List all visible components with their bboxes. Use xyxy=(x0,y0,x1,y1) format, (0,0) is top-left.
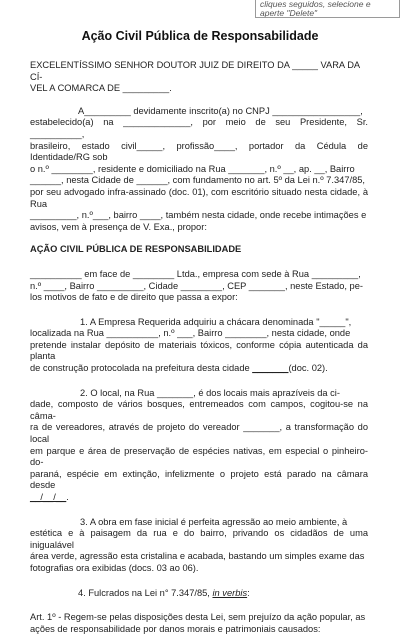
paragraph-1-text: (doc. 02). xyxy=(288,363,328,374)
paragraph-4-text: : xyxy=(247,587,250,598)
paragraph-1-line: 1. A Empresa Requerida adquiriu a chácara denominada "_____", xyxy=(80,316,352,327)
paragraph-2-line xyxy=(30,492,368,504)
document-title: Ação Civil Pública de Responsabilidade xyxy=(81,29,319,43)
document-body xyxy=(30,60,368,635)
party-qualification-line: estabelecido(a) na _____________, por meio de seu Presidente, Sr. __________, xyxy=(30,117,368,139)
hint-line-1: cliques seguidos, selecione e xyxy=(260,0,371,9)
paragraph-3-line: área verde, agressão esta cristalina e acabada, bastando um simples exame das xyxy=(30,551,365,562)
party-qualification-line: o n.º ________, residente e domiciliado na Rua _______, n.º __, ap. __, Bairro xyxy=(30,163,355,174)
article-1-line: ações de responsabilidade por danos morais e patrimoniais causados: xyxy=(30,623,321,634)
article-1-line: Art. 1º - Regem-se pelas disposições desta Lei, sem prejuízo da ação popular, as xyxy=(30,612,366,623)
paragraph-4-line xyxy=(30,588,368,600)
defendant-line: los motivos de fato e de direito que passa a expor: xyxy=(30,292,238,303)
paragraph-2-text: . xyxy=(66,492,69,502)
paragraph-1-line: pretende instalar depósito de materiais tóxicos, conforme cópia autenticada da planta xyxy=(30,339,368,362)
paragraph-3-line: fotografias ora exibidas (docs. 03 ao 06). xyxy=(30,562,199,573)
action-heading: AÇÃO CIVIL PÚBLICA DE RESPONSABILIDADE xyxy=(30,244,242,255)
hint-line-2: aperte "Delete" xyxy=(260,8,318,18)
in-verbis-text: in verbis xyxy=(212,587,248,598)
defendant-line: n.º ____, Bairro _________, Cidade ________, CEP _______, neste Estado, pe- xyxy=(30,280,363,291)
paragraph-1-blank: _______ xyxy=(252,363,289,374)
defendant-line: __________ em face de ________ Ltda., empresa com sede à Rua _________, xyxy=(30,268,361,279)
paragraph-4-text: 4. Fulcrados na Lei n° 7.347/85, xyxy=(78,587,213,598)
paragraph-2-line: paraná, espécie em extinção, infelizmente o projeto está parado na câmara desde xyxy=(30,468,368,491)
party-qualification-line: A_________ devidamente inscrito(a) no CNPJ _________________, xyxy=(78,105,363,116)
party-qualification-line: por seu advogado infra-assinado (doc. 01), com escritório situado nesta cidade, à Rua xyxy=(30,186,368,209)
paragraph-1-line: localizada na Rua __________, n.º ___, Bairro ________, nesta cidade, onde xyxy=(30,328,351,339)
paragraph-2-line: em parque e área de preservação de espécies nativas, em especial o pinheiro-do- xyxy=(30,445,368,468)
party-qualification-line: ______, nesta Cidade de ______, com fundamento no art. 5º da Lei n.º 7.347/85, xyxy=(30,175,366,186)
paragraph-2-line: 2. O local, na Rua _______, é dos locais mais aprazíveis da ci- xyxy=(80,387,340,398)
party-qualification-line: avisos, vem à presença de V. Exa., propor: xyxy=(30,221,207,232)
instruction-hint-box xyxy=(255,0,400,18)
paragraph-2-line: dade, composto de vários bosques, entremeados com campos, cogitou-se na câma- xyxy=(30,399,368,421)
paragraph-2-line: ra de vereadores, através de projeto do vereador _______, a transformação do local xyxy=(30,422,368,445)
paragraph-3-line: estética e à paisagem da rua e do bairro, privando os cidadãos de uma inigualável xyxy=(30,528,368,550)
paragraph-1-line xyxy=(30,363,368,375)
paragraph-3-line: 3. A obra em fase inicial é perfeita agressão ao meio ambiente, à xyxy=(80,516,348,527)
paragraph-2-date-blank: __/__/__ xyxy=(30,492,67,502)
party-qualification-line: brasileiro, estado civil_____, profissão____, portador da Cédula de Identidade/RG sob xyxy=(30,140,368,163)
address-line: EXCELENTÍSSIMO SENHOR DOUTOR JUIZ DE DIREITO DA _____ VARA DA CÍ- xyxy=(30,60,360,82)
address-line: VEL A COMARCA DE _________. xyxy=(30,83,172,94)
paragraph-1-text: de construção protocolada na prefeitura desta cidade xyxy=(30,363,253,374)
party-qualification-line: _________, n.º___, bairro ____, também nesta cidade, onde recebe intimações e xyxy=(30,210,367,221)
